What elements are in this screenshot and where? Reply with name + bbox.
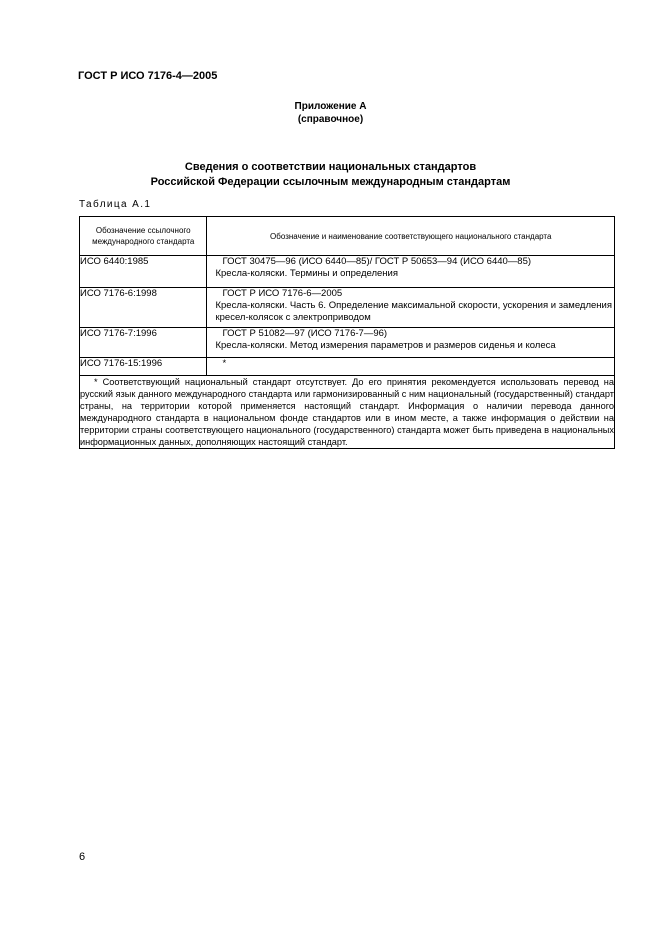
national-designation: ГОСТ Р 51082—97 (ИСО 7176-7—96) [222, 328, 388, 339]
table-row [80, 288, 615, 328]
national-title: Кресла-коляски. Термины и определения [215, 268, 398, 279]
table-footnote-row [80, 376, 615, 449]
table-row [80, 358, 615, 376]
header-national-standard: Обозначение и наименование соответствующего национального стандарта [207, 217, 615, 256]
international-code-cell: ИСО 7176-6:1998 [80, 288, 207, 328]
footnote-text: * Соответствующий национальный стандарт отсутствует. До его принятия рекомендуется использовать перевод на русский язык данного международного стандарта или гармонизированный с ним национальный (государственный) стандарт страны, на территории которой применяется настоящий стандарт. Информация о наличии перевода данного международного стандарта в национальном фонде стандартов или в ином месте, а также информация о действии на территории страны соответствующего национального (государственного) стандарта может быть приведена в национальных информационных данных, дополняющих настоящий стандарт. [80, 377, 614, 447]
national-title: Кресла-коляски. Часть 6. Определение максимальной скорости, ускорения и замедления кресел-колясок с электроприводом [215, 300, 612, 323]
national-designation: ГОСТ 30475—96 (ИСО 6440—85)/ ГОСТ Р 50653—94 (ИСО 6440—85) [222, 256, 532, 267]
table-header-row [80, 217, 615, 256]
international-code-cell: ИСО 7176-15:1996 [80, 358, 207, 376]
header-international-standard: Обозначение ссылочного международного стандарта [80, 217, 207, 256]
national-standard-cell [207, 358, 615, 376]
table-footnote [80, 376, 615, 449]
national-standard-cell [207, 256, 615, 288]
table-caption: Таблица А.1 [79, 199, 152, 210]
standards-correspondence-table [79, 216, 615, 449]
section-title-line1: Сведения о соответствии национальных стандартов [184, 161, 477, 173]
table-row [80, 256, 615, 288]
annex-note: (справочное) [297, 114, 364, 125]
annex-title: Приложение А [294, 101, 367, 112]
national-title: Кресла-коляски. Метод измерения параметров и размеров сиденья и колеса [215, 340, 556, 351]
document-code-header: ГОСТ Р ИСО 7176-4—2005 [78, 70, 218, 82]
table-row [80, 328, 615, 358]
page-number: 6 [79, 851, 86, 863]
section-title [0, 160, 661, 190]
national-designation: ГОСТ Р ИСО 7176-6—2005 [222, 288, 343, 299]
international-code-cell: ИСО 6440:1985 [80, 256, 207, 288]
section-title-line2: Российской Федерации ссылочным международным стандартам [150, 176, 511, 188]
national-standard-cell [207, 288, 615, 328]
national-designation: * [222, 358, 227, 369]
annex-heading [0, 100, 661, 126]
national-standard-cell [207, 328, 615, 358]
international-code-cell: ИСО 7176-7:1996 [80, 328, 207, 358]
